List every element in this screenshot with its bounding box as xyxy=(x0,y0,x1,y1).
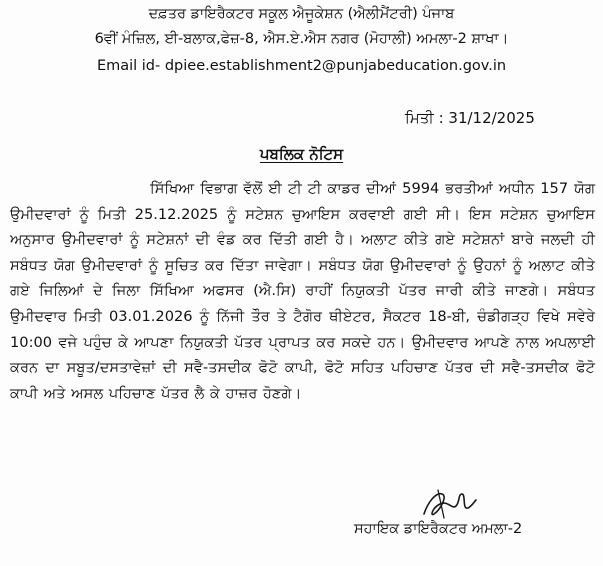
handwritten-signature-icon xyxy=(418,484,480,524)
notice-date: ਮਿਤੀ : 31/12/2025 xyxy=(405,109,535,127)
office-email-line: Email id- dpiee.establishment2@punjabeducation.gov.in xyxy=(96,58,507,74)
office-name-line: ਦਫ਼ਤਰ ਡਾਇਰੈਕਟਰ ਸਕੂਲ ਐਜੂਕੇਸ਼ਨ (ਐਲੀਮੈਂਟਰੀ) ਪੰਜਾਬ xyxy=(148,6,455,22)
notice-body: ਸਿੱਖਿਆ ਵਿਭਾਗ ਵੱਲੋਂ ਈ ਟੀ ਟੀ ਕਾਡਰ ਦੀਆਂ 5994 ਭਰਤੀਆਂ ਅਧੀਨ 157 ਯੋਗ ਉਮੀਦਵਾਰਾਂ ਨੂੰ ਮਿਤੀ 25.12.2025 ਨੂੰ ਸਟੇਸ਼ਨ ਚੁਆਇਸ ਕਰਵਾਈ ਗਈ ਸੀ। ਇਸ ਸਟੇਸ਼ਨ ਚੁਆਇਸ ਅਨੁਸਾਰ ਉਮੀਦਵਾਰਾਂ ਨੂੰ ਸਟੇਸ਼ਨਾਂ ਦੀ ਵੰਡ ਕਰ ਦਿੱਤੀ ਗਈ ਹੈ। ਅਲਾਟ ਕੀਤੇ ਗਏ ਸਟੇਸ਼ਨਾਂ ਬਾਰੇ ਜਲਦੀ ਹੀ ਸਬੰਧਤ ਯੋਗ ਉਮੀਦਵਾਰਾਂ ਨੂੰ ਸੂਚਿਤ ਕਰ ਦਿੱਤਾ ਜਾਵੇਗਾ। ਸਬੰਧਤ ਯੋਗ ਉਮੀਦਵਾਰਾਂ ਨੂੰ ਉਹਨਾਂ ਨੂੰ ਅਲਾਟ ਕੀਤੇ ਗਏ ਜਿਲਿਆਂ ਦੇ ਜਿਲਾ ਸਿੱਖਿਆ ਅਫਸਰ (ਐ.ਸਿ) ਰਾਹੀਂ ਨਿਯੁਕਤੀ ਪੱਤਰ ਜਾਰੀ ਕੀਤੇ ਜਾਣਗੇ। ਸਬੰਧਤ ਉਮੀਦਵਾਰ ਮਿਤੀ 03.01.2026 ਨੂੰ ਨਿੱਜੀ ਤੌਰ ਤੇ ਟੈਗੋਰ ਥੀਏਟਰ, ਸੈਕਟਰ 18-ਬੀ, ਚੰਡੀਗੜ੍ਹ ਵਿਖੇ ਸਵੇਰੇ 10:00 ਵਜੇ ਪਹੁੰਚ ਕੇ ਆਪਣਾ ਨਿਯੁਕਤੀ ਪੱਤਰ ਪ੍ਰਾਪਤ ਕਰ ਸਕਦੇ ਹਨ। ਉਮੀਦਵਾਰ ਆਪਣੇ ਨਾਲ ਅਪਲਾਈ ਕਰਨ ਦਾ ਸਬੂਤ/ਦਸਤਾਵੇਜ਼ਾਂ ਦੀ ਸਵੈ-ਤਸਦੀਕ ਫੋਟੋ ਕਾਪੀ, ਫੋਟੋ ਸਹਿਤ ਪਹਿਚਾਣ ਪੱਤਰ ਦੀ ਸਵੈ-ਤਸਦੀਕ ਫੋਟੋ ਕਾਪੀ ਅਤੇ ਅਸਲ ਪਹਿਚਾਣ ਪੱਤਰ ਲੈ ਕੇ ਹਾਜ਼ਰ ਹੋਣਗੇ। xyxy=(10,180,595,402)
notice-title-text: ਪਬਲਿਕ ਨੋਟਿਸ xyxy=(259,145,344,163)
signatory-designation: ਸਹਾਇਕ ਡਾਇਰੈਕਟਰ ਅਮਲਾ-2 xyxy=(354,521,523,537)
notice-title xyxy=(0,145,603,163)
office-address-line: 6ਵੀਂ ਮੰਜ਼ਿਲ, ਈ-ਬਲਾਕ,ਫੇਜ਼-8, ਐਸ.ਏ.ਐਸ ਨਗਰ (ਮੋਹਾਲੀ) ਅਮਲਾ-2 ਸ਼ਾਖਾ। xyxy=(94,31,509,47)
